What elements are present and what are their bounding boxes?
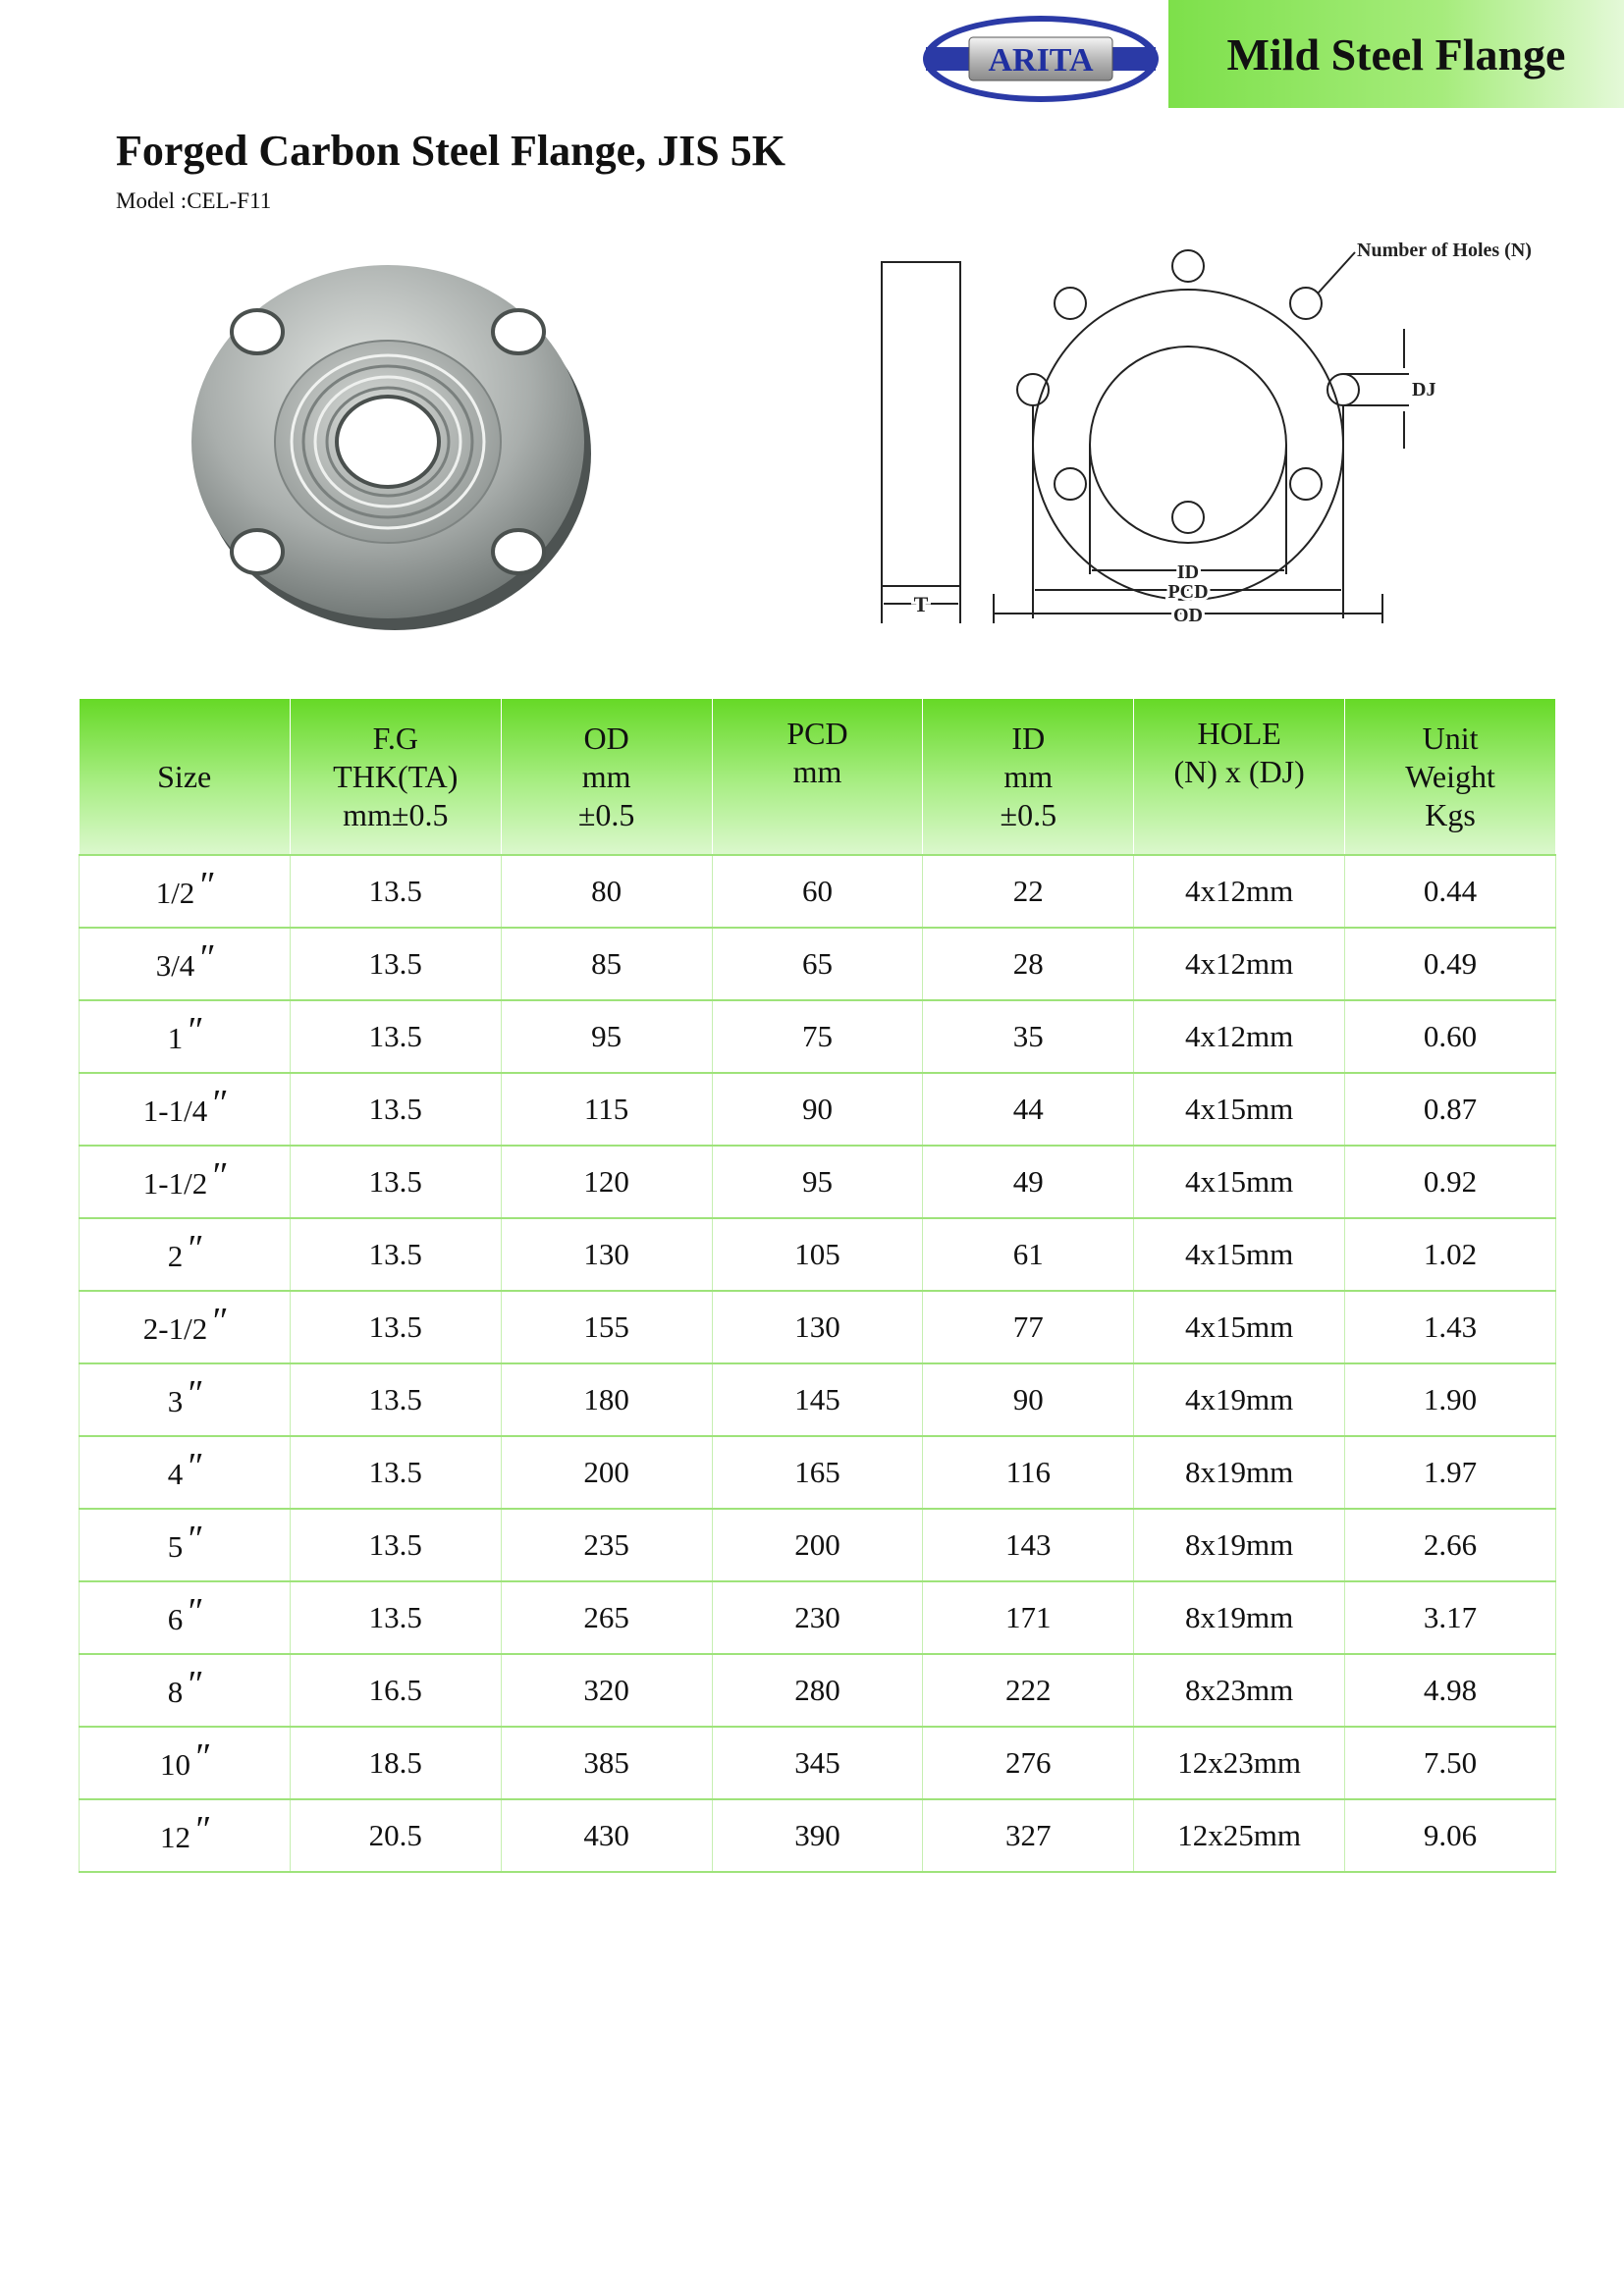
cell-thickness: 20.5: [290, 1799, 501, 1872]
cell-od: 85: [501, 928, 712, 1000]
cell-hole: 4x12mm: [1134, 855, 1345, 928]
page-title: Forged Carbon Steel Flange, JIS 5K: [116, 127, 785, 175]
cell-unit-weight: 7.50: [1345, 1727, 1556, 1799]
cell-thickness: 13.5: [290, 1509, 501, 1581]
cell-pcd: 95: [712, 1146, 923, 1218]
cell-pcd: 75: [712, 1000, 923, 1073]
inch-mark: ″: [193, 1809, 209, 1850]
table-row: [80, 1146, 1556, 1218]
cell-unit-weight: 1.43: [1345, 1291, 1556, 1363]
cell-thickness: 18.5: [290, 1727, 501, 1799]
cell-od: 120: [501, 1146, 712, 1218]
cell-thickness: 13.5: [290, 1000, 501, 1073]
flange-photo: [187, 245, 599, 638]
cell-od: 385: [501, 1727, 712, 1799]
cell-od: 180: [501, 1363, 712, 1436]
cell-id: 116: [923, 1436, 1134, 1509]
arita-logo: [918, 10, 1164, 108]
table-row: [80, 1363, 1556, 1436]
cell-od: 200: [501, 1436, 712, 1509]
cell-hole: 4x12mm: [1134, 928, 1345, 1000]
cell-thickness: 13.5: [290, 855, 501, 928]
inch-mark: ″: [186, 1664, 202, 1705]
cell-id: 61: [923, 1218, 1134, 1291]
holes-label: Number of Holes (N): [1357, 240, 1532, 261]
cell-od: 235: [501, 1509, 712, 1581]
cell-pcd: 200: [712, 1509, 923, 1581]
flange-spec-table: [79, 699, 1556, 1873]
inch-mark: ″: [186, 1446, 202, 1487]
cell-pcd: 390: [712, 1799, 923, 1872]
cell-unit-weight: 4.98: [1345, 1654, 1556, 1727]
cell-size: 1-1/4″: [80, 1073, 291, 1146]
cell-thickness: 13.5: [290, 1291, 501, 1363]
cell-id: 22: [923, 855, 1134, 928]
cell-thickness: 13.5: [290, 1436, 501, 1509]
cell-pcd: 130: [712, 1291, 923, 1363]
cell-od: 130: [501, 1218, 712, 1291]
cell-hole: 4x15mm: [1134, 1146, 1345, 1218]
table-row: [80, 1581, 1556, 1654]
inch-mark: ″: [186, 1010, 202, 1051]
cell-thickness: 13.5: [290, 928, 501, 1000]
header-size: Size: [80, 699, 291, 855]
cell-pcd: 280: [712, 1654, 923, 1727]
inch-mark: ″: [210, 1301, 227, 1342]
cell-id: 327: [923, 1799, 1134, 1872]
cell-hole: 4x15mm: [1134, 1073, 1345, 1146]
header-od: OD mm ±0.5: [501, 699, 712, 855]
cell-size: 6″: [80, 1581, 291, 1654]
cell-unit-weight: 0.92: [1345, 1146, 1556, 1218]
cell-size: 10″: [80, 1727, 291, 1799]
cell-size: 1-1/2″: [80, 1146, 291, 1218]
cell-unit-weight: 1.90: [1345, 1363, 1556, 1436]
cell-size: 5″: [80, 1509, 291, 1581]
cell-pcd: 165: [712, 1436, 923, 1509]
cell-od: 430: [501, 1799, 712, 1872]
cell-size: 2″: [80, 1218, 291, 1291]
table-row: [80, 1218, 1556, 1291]
inch-mark: ″: [210, 1083, 227, 1124]
cell-unit-weight: 0.60: [1345, 1000, 1556, 1073]
model-number: Model :CEL-F11: [116, 188, 272, 213]
header-thickness: F.G THK(TA) mm±0.5: [290, 699, 501, 855]
table-row: [80, 1509, 1556, 1581]
table-row: [80, 855, 1556, 928]
cell-id: 171: [923, 1581, 1134, 1654]
table-row: [80, 1654, 1556, 1727]
header-id: ID mm ±0.5: [923, 699, 1134, 855]
cell-unit-weight: 1.97: [1345, 1436, 1556, 1509]
cell-size: 2-1/2″: [80, 1291, 291, 1363]
od-label: OD: [1173, 605, 1203, 626]
cell-od: 265: [501, 1581, 712, 1654]
cell-od: 115: [501, 1073, 712, 1146]
cell-size: 12″: [80, 1799, 291, 1872]
inch-mark: ″: [210, 1155, 227, 1197]
cell-id: 49: [923, 1146, 1134, 1218]
cell-unit-weight: 3.17: [1345, 1581, 1556, 1654]
table-row: [80, 1799, 1556, 1872]
pcd-label: PCD: [1167, 581, 1209, 603]
cell-thickness: 13.5: [290, 1073, 501, 1146]
cell-od: 155: [501, 1291, 712, 1363]
cell-id: 276: [923, 1727, 1134, 1799]
cell-unit-weight: 0.87: [1345, 1073, 1556, 1146]
cell-id: 28: [923, 928, 1134, 1000]
cell-id: 143: [923, 1509, 1134, 1581]
cell-thickness: 13.5: [290, 1146, 501, 1218]
header-hole: HOLE (N) x (DJ): [1134, 699, 1345, 855]
cell-size: 1″: [80, 1000, 291, 1073]
cell-unit-weight: 0.49: [1345, 928, 1556, 1000]
cell-unit-weight: 0.44: [1345, 855, 1556, 928]
cell-thickness: 13.5: [290, 1218, 501, 1291]
inch-mark: ″: [197, 865, 214, 906]
inch-mark: ″: [186, 1373, 202, 1415]
cell-hole: 4x15mm: [1134, 1291, 1345, 1363]
cell-size: 3/4″: [80, 928, 291, 1000]
cell-id: 222: [923, 1654, 1134, 1727]
cell-hole: 8x19mm: [1134, 1509, 1345, 1581]
cell-size: 3″: [80, 1363, 291, 1436]
cell-thickness: 13.5: [290, 1363, 501, 1436]
cell-thickness: 13.5: [290, 1581, 501, 1654]
cell-hole: 8x19mm: [1134, 1436, 1345, 1509]
inch-mark: ″: [186, 1591, 202, 1632]
cell-thickness: 16.5: [290, 1654, 501, 1727]
banner-text: Mild Steel Flange: [1226, 28, 1566, 80]
table-row: [80, 1436, 1556, 1509]
cell-hole: 12x25mm: [1134, 1799, 1345, 1872]
cell-od: 95: [501, 1000, 712, 1073]
cell-hole: 12x23mm: [1134, 1727, 1345, 1799]
cell-pcd: 60: [712, 855, 923, 928]
cell-pcd: 145: [712, 1363, 923, 1436]
id-label: ID: [1176, 561, 1200, 583]
cell-id: 35: [923, 1000, 1134, 1073]
inch-mark: ″: [193, 1736, 209, 1778]
cell-id: 44: [923, 1073, 1134, 1146]
product-category-banner: [1168, 0, 1624, 108]
header-pcd: PCD mm: [712, 699, 923, 855]
flange-dimension-drawing: [874, 221, 1581, 633]
cell-size: 4″: [80, 1436, 291, 1509]
cell-size: 8″: [80, 1654, 291, 1727]
inch-mark: ″: [186, 1519, 202, 1560]
header-unit-weight: Unit Weight Kgs: [1345, 699, 1556, 855]
cell-pcd: 90: [712, 1073, 923, 1146]
logo-text: ARITA: [988, 42, 1094, 79]
cell-pcd: 345: [712, 1727, 923, 1799]
cell-unit-weight: 1.02: [1345, 1218, 1556, 1291]
cell-pcd: 65: [712, 928, 923, 1000]
table-header-row: [80, 699, 1556, 855]
inch-mark: ″: [197, 937, 214, 979]
table-body: [80, 855, 1556, 1872]
table-row: [80, 1291, 1556, 1363]
table-row: [80, 1073, 1556, 1146]
table-row: [80, 1727, 1556, 1799]
cell-hole: 4x19mm: [1134, 1363, 1345, 1436]
cell-hole: 8x23mm: [1134, 1654, 1345, 1727]
cell-hole: 4x15mm: [1134, 1218, 1345, 1291]
table-row: [80, 928, 1556, 1000]
cell-id: 77: [923, 1291, 1134, 1363]
cell-unit-weight: 9.06: [1345, 1799, 1556, 1872]
cell-pcd: 105: [712, 1218, 923, 1291]
cell-hole: 4x12mm: [1134, 1000, 1345, 1073]
cell-od: 320: [501, 1654, 712, 1727]
cell-size: 1/2″: [80, 855, 291, 928]
cell-od: 80: [501, 855, 712, 928]
inch-mark: ″: [186, 1228, 202, 1269]
t-label: T: [913, 592, 929, 616]
dj-label: DJ: [1412, 379, 1436, 400]
table-row: [80, 1000, 1556, 1073]
cell-hole: 8x19mm: [1134, 1581, 1345, 1654]
cell-id: 90: [923, 1363, 1134, 1436]
cell-unit-weight: 2.66: [1345, 1509, 1556, 1581]
cell-pcd: 230: [712, 1581, 923, 1654]
